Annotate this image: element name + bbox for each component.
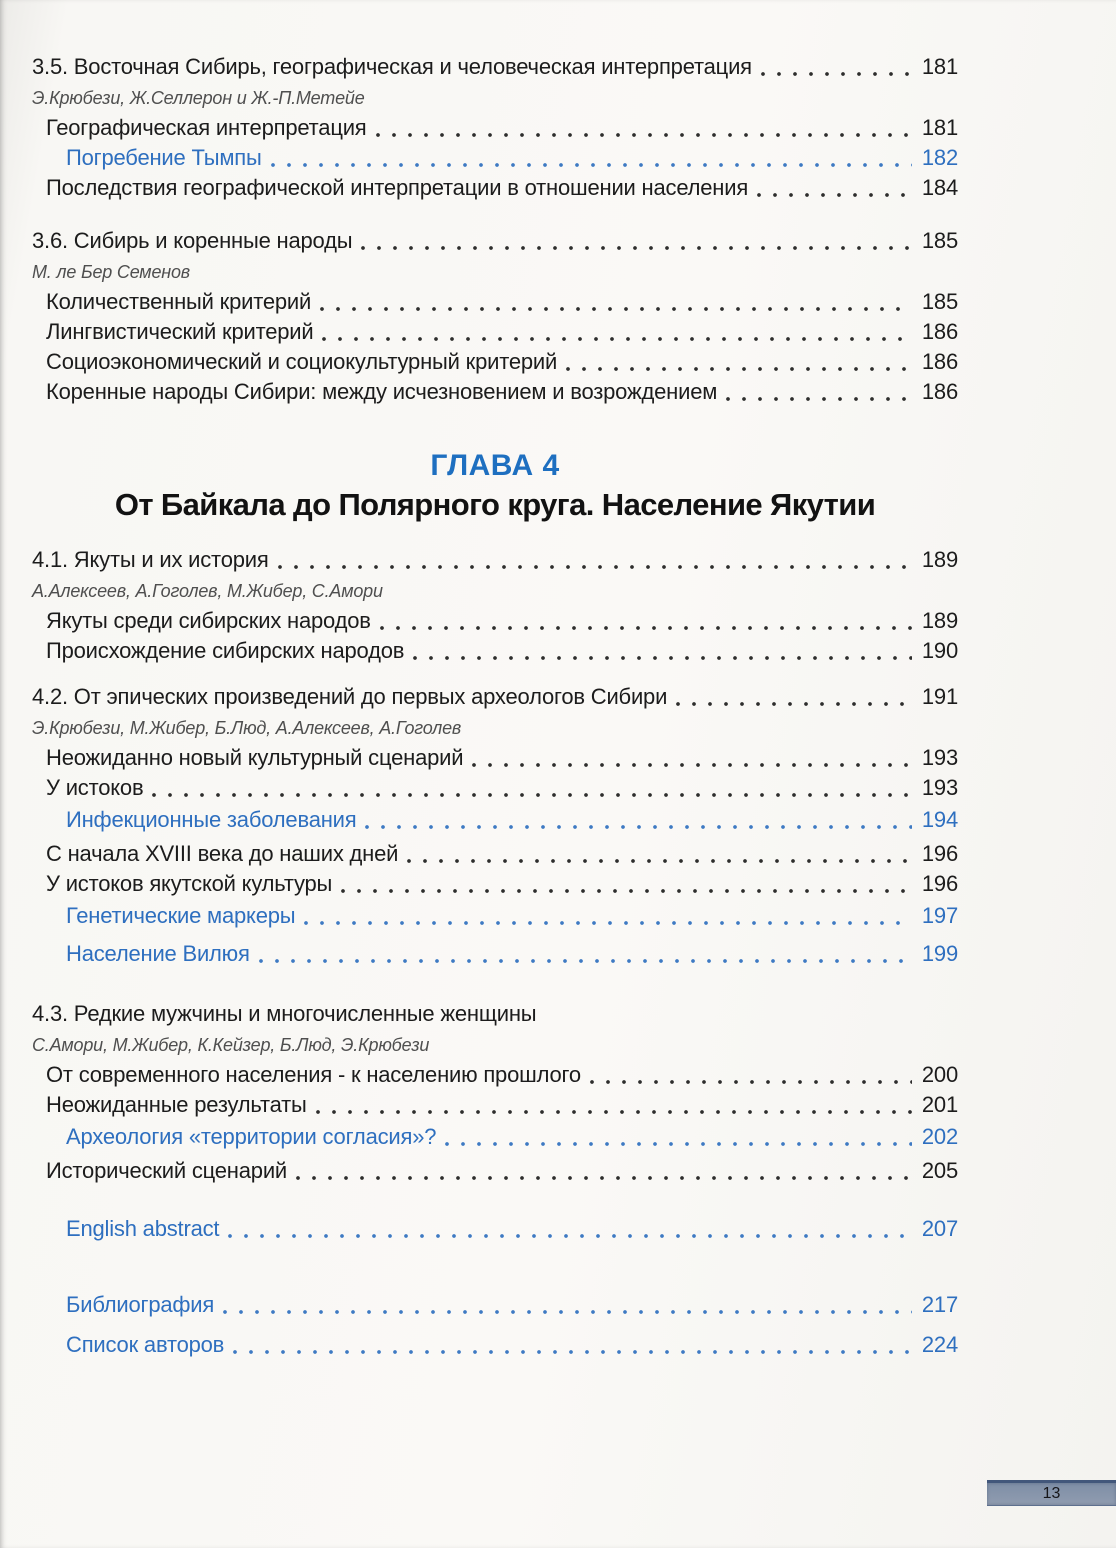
toc-entry	[32, 143, 958, 173]
toc-entry-label: Инфекционные заболевания	[66, 807, 357, 832]
dot-leader	[278, 564, 912, 570]
toc-entry-page: 197	[921, 903, 958, 928]
dot-leader	[296, 1175, 912, 1181]
toc-entry	[32, 287, 958, 317]
dot-leader	[676, 701, 912, 707]
chapter-title: От Байкала до Полярного круга. Население Якутии	[114, 487, 876, 522]
toc-entry-page: 196	[921, 871, 958, 896]
toc-entry-page: 224	[921, 1332, 958, 1357]
toc-entry	[32, 939, 958, 969]
toc-entry-label: Население Вилюя	[66, 941, 250, 966]
dot-leader	[233, 1349, 912, 1355]
toc-entry	[32, 1122, 958, 1152]
dot-leader	[322, 336, 911, 342]
dot-leader	[152, 792, 911, 798]
toc-entry-label: Последствия географической интерпретации в отношении населения	[46, 175, 749, 200]
toc-entry-page: 201	[921, 1092, 958, 1117]
dot-leader	[380, 625, 912, 631]
dot-leader	[590, 1079, 912, 1085]
toc-author-line: А.Алексеев, А.Гоголев, М.Жибер, С.Амори	[32, 581, 383, 601]
toc-entry-page: 186	[921, 379, 958, 404]
dot-leader	[413, 655, 912, 661]
toc-entry-page: 189	[921, 608, 958, 633]
dot-leader	[445, 1141, 912, 1147]
dot-leader	[757, 192, 912, 198]
toc-entry-page: 189	[921, 547, 958, 572]
toc-entry	[32, 901, 958, 931]
dot-leader	[376, 132, 912, 138]
dot-leader	[365, 824, 911, 830]
toc-entry-page: 199	[921, 941, 958, 966]
toc-author-line: М. ле Бер Семенов	[32, 262, 190, 282]
toc-entry-page: 202	[921, 1124, 958, 1149]
toc-entry-label: Географическая интерпретация	[46, 115, 367, 140]
toc-entry-label: Неожиданные результаты	[46, 1092, 307, 1117]
toc-entry-page: 193	[921, 745, 958, 770]
toc-entry	[32, 226, 958, 256]
dot-leader	[271, 162, 912, 168]
toc-entry	[32, 317, 958, 347]
toc-entry	[32, 606, 958, 636]
toc-entry	[32, 805, 958, 835]
toc-entry	[32, 1156, 958, 1186]
toc-entry-page: 181	[921, 115, 958, 140]
page-number-bar	[987, 1480, 1116, 1505]
toc-entry	[32, 743, 958, 773]
dot-leader	[566, 366, 912, 372]
toc-entry	[32, 773, 958, 803]
dot-leader	[228, 1233, 912, 1239]
dot-leader	[726, 396, 912, 402]
toc-entry	[32, 113, 958, 143]
dot-leader	[361, 245, 912, 251]
toc-entry-page: 184	[921, 175, 958, 200]
toc-entry-label: 4.3. Редкие мужчины и многочисленные женщины	[32, 1001, 537, 1026]
toc-entry	[32, 1214, 958, 1244]
toc-entry	[32, 682, 958, 712]
toc-author-line: Э.Крюбези, Ж.Селлерон и Ж.-П.Метейе	[32, 88, 365, 108]
toc-entry	[32, 52, 958, 82]
toc-entry-label: Список авторов	[66, 1332, 225, 1357]
toc-entry	[32, 1290, 958, 1320]
toc-entry-label: 4.1. Якуты и их история	[32, 547, 269, 572]
chapter-kicker: ГЛАВА 4	[430, 449, 560, 482]
toc-entry	[32, 999, 958, 1029]
toc-entry-page: 186	[921, 319, 958, 344]
toc-entry-label: У истоков якутской культуры	[46, 871, 333, 896]
toc-entry	[32, 1060, 958, 1090]
toc-entry-page: 190	[921, 638, 958, 663]
toc-entry-page: 193	[921, 775, 958, 800]
toc-entry-label: 3.5. Восточная Сибирь, географическая и человеческая интерпретация	[32, 54, 752, 79]
toc-entry-label: С начала XVIII века до наших дней	[46, 841, 399, 866]
dot-leader	[304, 920, 911, 926]
toc-entry-label: Количественный критерий	[46, 289, 312, 314]
dot-leader	[761, 71, 912, 77]
toc-entry	[32, 173, 958, 203]
toc-entry-page: 181	[921, 54, 958, 79]
dot-leader	[341, 888, 912, 894]
toc-entry-label: Археология «территории согласия»?	[66, 1124, 437, 1149]
toc-entry-label: Коренные народы Сибири: между исчезновением и возрождением	[46, 379, 718, 404]
toc-entry-label: Лингвистический критерий	[46, 319, 314, 344]
toc-author-line: Э.Крюбези, М.Жибер, Б.Люд, А.Алексеев, А.Гоголев	[32, 718, 462, 738]
toc-entry-page: 185	[921, 228, 958, 253]
toc-entry-label: Социоэкономический и социокультурный критерий	[46, 349, 558, 374]
toc-entry-page: 207	[921, 1216, 958, 1241]
toc-entry-page: 182	[921, 145, 958, 170]
page-number: 13	[1042, 1485, 1061, 1502]
toc-entry	[32, 347, 958, 377]
toc-entry-label: 3.6. Сибирь и коренные народы	[32, 228, 353, 253]
toc-entry-page: 186	[921, 349, 958, 374]
toc-entry-page: 200	[921, 1062, 958, 1087]
toc-entry	[32, 839, 958, 869]
toc-entry-label: Погребение Тымпы	[66, 145, 262, 170]
toc-entry-label: Якуты среди сибирских народов	[46, 608, 371, 633]
toc-entry-label: Неожиданно новый культурный сценарий	[46, 745, 464, 770]
toc-entry	[32, 545, 958, 575]
toc-entry	[32, 1330, 958, 1360]
toc-entry-label: English abstract	[66, 1216, 220, 1241]
toc-entry-label: Генетические маркеры	[66, 903, 296, 928]
toc-entry-page: 194	[921, 807, 958, 832]
toc-entry-label: Происхождение сибирских народов	[46, 638, 405, 663]
toc-entry	[32, 869, 958, 899]
dot-leader	[320, 306, 912, 312]
toc-entry-label: Исторический сценарий	[46, 1158, 288, 1183]
toc-entry-page: 185	[921, 289, 958, 314]
toc-entry	[32, 636, 958, 666]
toc-content	[32, 52, 958, 1360]
dot-leader	[316, 1109, 912, 1115]
toc-entry	[32, 1090, 958, 1120]
toc-entry-label: Библиография	[66, 1292, 215, 1317]
toc-author-line: С.Амори, М.Жибер, К.Кейзер, Б.Люд, Э.Крюбези	[32, 1035, 430, 1055]
toc-entry-page: 205	[921, 1158, 958, 1183]
toc-entry-page: 196	[921, 841, 958, 866]
toc-entry-page: 217	[921, 1292, 958, 1317]
toc-entry-label: У истоков	[46, 775, 144, 800]
toc-entry-label: От современного населения - к населению прошлого	[46, 1062, 581, 1087]
toc-entry-label: 4.2. От эпических произведений до первых археологов Сибири	[32, 684, 668, 709]
toc-entry	[32, 377, 958, 407]
dot-leader	[259, 958, 912, 964]
dot-leader	[407, 858, 912, 864]
toc-entry-page: 191	[921, 684, 958, 709]
dot-leader	[223, 1309, 912, 1315]
dot-leader	[472, 762, 912, 768]
